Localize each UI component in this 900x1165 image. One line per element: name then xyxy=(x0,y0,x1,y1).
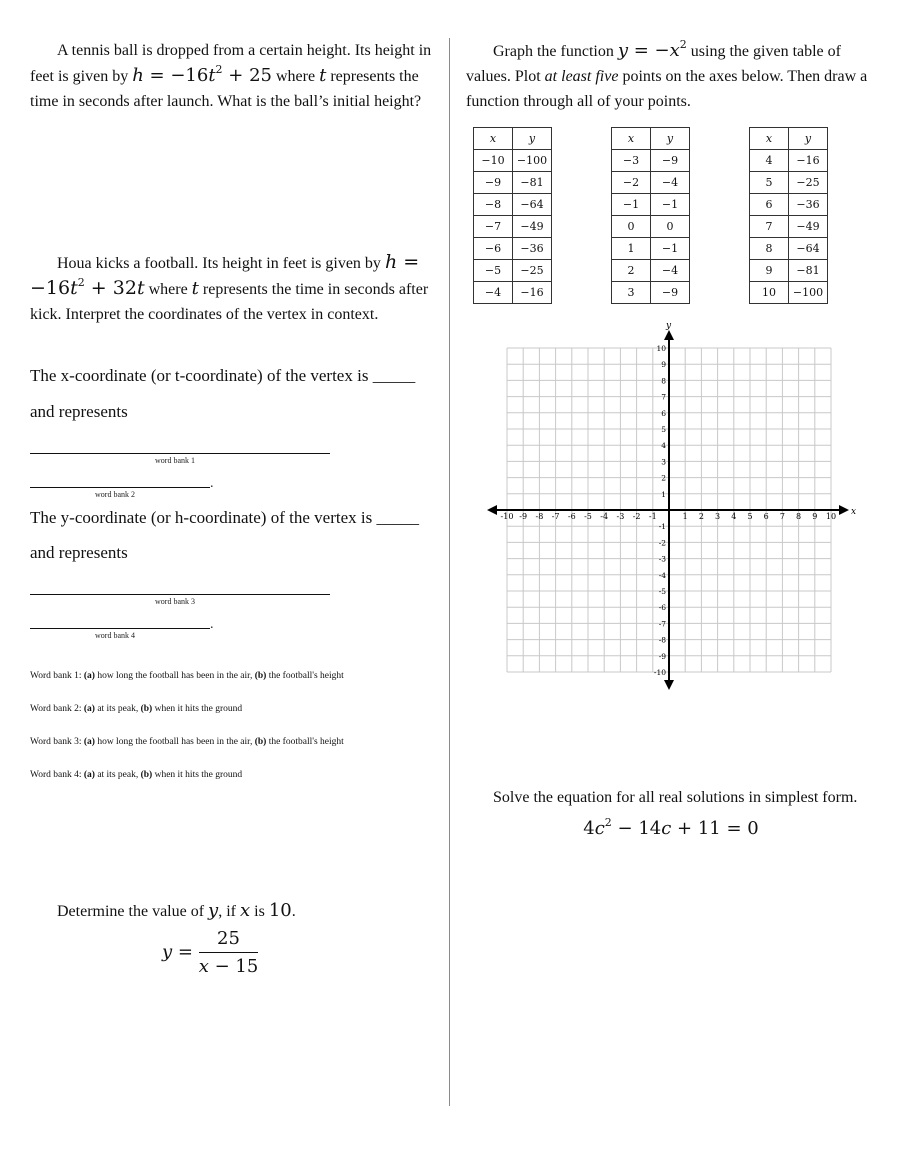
x-coordinate-prompt: The x-coordinate (or t-coordinate) of the vertex is _____ xyxy=(30,366,416,385)
x-value-cell: 2 xyxy=(612,260,651,282)
x-value-cell: 6 xyxy=(750,194,789,216)
word-bank-1: Word bank 1: (a) how long the football has been in the air, (b) the football's height xyxy=(30,671,344,681)
x-value-cell: −8 xyxy=(474,194,513,216)
x-tick-label: 4 xyxy=(731,512,737,521)
y-value-cell: −9 xyxy=(651,282,690,304)
y-tick-label: -4 xyxy=(658,570,666,580)
y-value-cell: −49 xyxy=(513,216,552,238)
y-tick-label: 1 xyxy=(661,489,666,499)
quadratic-equation: $4c^2 - 14c + 11 = 0$ xyxy=(583,816,759,839)
y-tick-label: -7 xyxy=(658,619,666,629)
x-tick-label: 6 xyxy=(763,512,769,521)
word-bank-3-label: word bank 3 xyxy=(155,597,195,606)
x-value-cell: 4 xyxy=(750,150,789,172)
y-tick-label: -2 xyxy=(658,538,666,548)
y-tick-label: 8 xyxy=(661,376,666,386)
y-value-cell: −1 xyxy=(651,238,690,260)
word-bank-1-label: word bank 1 xyxy=(155,456,195,465)
x-tick-label: -6 xyxy=(567,512,576,521)
problem-determine-y: Determine the value of y, if x is 10. xyxy=(57,900,296,921)
x-value-cell: 3 xyxy=(612,282,651,304)
y-coordinate-prompt: The y-coordinate (or h-coordinate) of the vertex is _____ xyxy=(30,508,419,527)
problem-tennis-ball: A tennis ball is dropped from a certain height. Its height in feet is given by $h = -16t^2 + 25$ where t represents the time in seconds after launch. What is the ball’s initial height? xyxy=(30,42,432,110)
period-1: . xyxy=(210,476,214,491)
coordinate-grid[interactable] xyxy=(485,318,865,690)
x-value-cell: 9 xyxy=(750,260,789,282)
x-tick-label: -3 xyxy=(616,512,625,521)
table-row xyxy=(750,282,828,304)
y-value-cell: −16 xyxy=(789,150,828,172)
table-row xyxy=(750,238,828,260)
y-tick-label: -8 xyxy=(658,635,666,645)
table-row xyxy=(474,194,552,216)
table-row xyxy=(612,282,690,304)
y-tick-label: -5 xyxy=(658,587,666,596)
x-tick-label: -10 xyxy=(500,512,514,521)
x-value-cell: 10 xyxy=(750,282,789,304)
y-axis-label: y xyxy=(666,321,672,331)
table-row xyxy=(750,216,828,238)
y-value-cell: −16 xyxy=(513,282,552,304)
and-represents-1: and represents xyxy=(30,402,128,421)
table-row xyxy=(474,172,552,194)
y-value-cell: −64 xyxy=(789,238,828,260)
x-tick-label: 10 xyxy=(825,512,837,521)
y-value-cell: −81 xyxy=(789,260,828,282)
x-tick-label: 2 xyxy=(698,512,704,521)
x-axis-arrow-right xyxy=(839,505,849,515)
x-value-cell: −7 xyxy=(474,216,513,238)
table-row xyxy=(750,172,828,194)
x-tick-label: -4 xyxy=(600,512,609,521)
values-table-3: x y 4 −16 5 −25 6 −36 7 −49 8 −64 9 −81 10 −100 xyxy=(749,127,828,304)
x-value-cell: −10 xyxy=(474,150,513,172)
x-value-cell: 7 xyxy=(750,216,789,238)
values-table-2: x y −3 −9 −2 −4 −1 −1 0 0 1 −1 2 −4 3 −9 xyxy=(611,127,690,304)
x-value-cell: 5 xyxy=(750,172,789,194)
fraction-equation: y = $\frac{25}{x - 15}$ xyxy=(162,928,259,977)
table-row xyxy=(474,260,552,282)
table-row xyxy=(612,150,690,172)
y-axis-arrow-up xyxy=(664,330,674,340)
y-tick-label: 3 xyxy=(661,457,666,467)
column-divider xyxy=(449,38,450,1106)
football-height-equation: $h = -16t^2 + 32t$ xyxy=(30,251,420,299)
y-value-cell: −81 xyxy=(513,172,552,194)
y-tick-label: -3 xyxy=(658,554,666,564)
y-tick-label: 7 xyxy=(661,392,666,402)
table-row xyxy=(612,216,690,238)
table-row xyxy=(474,238,552,260)
table-row xyxy=(750,150,828,172)
y-tick-label: -9 xyxy=(658,651,666,661)
x-tick-label: 8 xyxy=(796,512,802,521)
x-axis-arrow-left xyxy=(487,505,497,515)
problem-graph-function: Graph the function $y = -x^2$ using the given table of values. Plot at least five points on the axes below. Then draw a function through all of your points. xyxy=(466,38,868,110)
word-bank-2: Word bank 2: (a) at its peak, (b) when it hits the ground xyxy=(30,704,243,714)
period-2: . xyxy=(210,617,214,632)
y-tick-label: -10 xyxy=(653,668,666,677)
table-row xyxy=(750,194,828,216)
y-tick-label: 5 xyxy=(661,425,666,434)
x-value-cell: 0 xyxy=(612,216,651,238)
x-tick-label: 7 xyxy=(779,512,785,521)
x-value-cell: −3 xyxy=(612,150,651,172)
y-value-cell: −25 xyxy=(513,260,552,282)
y-value-cell: −36 xyxy=(789,194,828,216)
and-represents-2: and represents xyxy=(30,543,128,562)
table-row xyxy=(474,150,552,172)
y-value-cell: −4 xyxy=(651,172,690,194)
y-value-cell: −100 xyxy=(513,150,552,172)
word-bank-3-blank[interactable] xyxy=(30,594,330,595)
x-tick-label: -7 xyxy=(551,512,560,521)
x-axis-label: x xyxy=(851,507,857,517)
table-row xyxy=(612,238,690,260)
y-tick-label: 2 xyxy=(661,473,666,483)
x-tick-label: -5 xyxy=(584,512,592,521)
word-bank-4: Word bank 4: (a) at its peak, (b) when it hits the ground xyxy=(30,770,243,780)
problem-solve-equation: Solve the equation for all real solutions in simplest form. $4c^2 - 14c + 11 = 0$ xyxy=(466,785,876,839)
height-equation: $h = -16t^2 + 25$ xyxy=(132,63,272,86)
y-value-cell: −64 xyxy=(513,194,552,216)
x-value-cell: −1 xyxy=(612,194,651,216)
x-value-cell: −5 xyxy=(474,260,513,282)
problem-football: Houa kicks a football. Its height in feet is given by $h = -16t^2 + 32t$ where t represents the time in seconds after kick. Interpret the coordinates of the vertex in context. xyxy=(30,251,429,323)
x-value-cell: −2 xyxy=(612,172,651,194)
word-bank-2-blank[interactable] xyxy=(30,487,210,488)
values-table-1: x y −10 −100 −9 −81 −8 −64 −7 −49 −6 −36 −5 −25 −4 −16 xyxy=(473,127,552,304)
y-value-cell: −36 xyxy=(513,238,552,260)
y-value-cell: −49 xyxy=(789,216,828,238)
y-tick-label: -6 xyxy=(658,603,666,613)
x-tick-label: -1 xyxy=(648,512,657,521)
x-tick-label: -2 xyxy=(632,512,641,521)
x-value-cell: −9 xyxy=(474,172,513,194)
x-tick-label: 1 xyxy=(682,512,688,521)
table-row xyxy=(612,172,690,194)
x-value-cell: −6 xyxy=(474,238,513,260)
word-bank-2-label: word bank 2 xyxy=(95,490,135,499)
y-value-cell: −1 xyxy=(651,194,690,216)
y-value-cell: −25 xyxy=(789,172,828,194)
table-row xyxy=(612,260,690,282)
y-tick-label: -1 xyxy=(658,522,666,532)
word-bank-4-label: word bank 4 xyxy=(95,631,135,640)
y-tick-label: 4 xyxy=(661,441,666,451)
y-value-cell: −100 xyxy=(789,282,828,304)
y-tick-label: 10 xyxy=(656,344,666,353)
x-value-cell: 8 xyxy=(750,238,789,260)
x-tick-label: 3 xyxy=(715,512,721,521)
table-row xyxy=(474,216,552,238)
x-value-cell: 1 xyxy=(612,238,651,260)
table-row xyxy=(750,260,828,282)
x-tick-label: 5 xyxy=(747,512,753,521)
word-bank-3: Word bank 3: (a) how long the football has been in the air, (b) the football's height xyxy=(30,737,344,747)
x-tick-label: -9 xyxy=(519,512,528,521)
y-tick-label: 6 xyxy=(661,408,666,418)
x-tick-label: 9 xyxy=(812,512,818,521)
y-tick-label: 9 xyxy=(661,360,666,370)
table-row xyxy=(474,282,552,304)
table-row xyxy=(612,194,690,216)
y-value-cell: −4 xyxy=(651,260,690,282)
x-tick-label: -8 xyxy=(535,512,544,521)
y-value-cell: −9 xyxy=(651,150,690,172)
word-bank-4-blank[interactable] xyxy=(30,628,210,629)
word-bank-1-blank[interactable] xyxy=(30,453,330,454)
y-axis-arrow-down xyxy=(664,680,674,690)
y-value-cell: 0 xyxy=(651,216,690,238)
x-value-cell: −4 xyxy=(474,282,513,304)
